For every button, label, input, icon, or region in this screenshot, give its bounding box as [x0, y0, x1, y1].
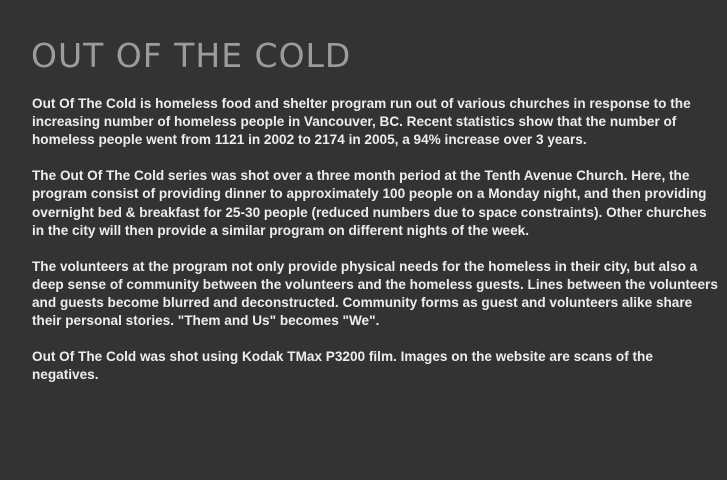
paragraph-intro: Out Of The Cold is homeless food and shelter program run out of various churches in response to the increasing number of homeless people in Vancouver, BC. Recent statistics show that the number of homeless people went from 1121 in 2002 to 2174 in 2005, a 94% increase over 3 years. — [32, 96, 691, 148]
article-body — [32, 95, 722, 403]
paragraph-series: The Out Of The Cold series was shot over a three month period at the Tenth Avenue Church. Here, the program consist of providing dinner to approximately 100 people on a Monday night, and then providing overnight bed & breakfast for 25-30 people (reduced numbers due to space constraints). Other churches in the city will then provide a similar program on different nights of the week. — [32, 168, 707, 238]
paragraph-film: Out Of The Cold was shot using Kodak TMax P3200 film. Images on the website are scans of the negatives. — [32, 349, 653, 383]
page-title: OUT OF THE COLD — [31, 36, 352, 75]
paragraph-volunteers: The volunteers at the program not only provide physical needs for the homeless in their city, but also a deep sense of community between the volunteers and the homeless guests. Lines between the volunteers and guests become blurred and deconstructed. Community forms as guest and volunteers alike share their personal stories. "Them and Us" becomes "We". — [32, 258, 718, 329]
